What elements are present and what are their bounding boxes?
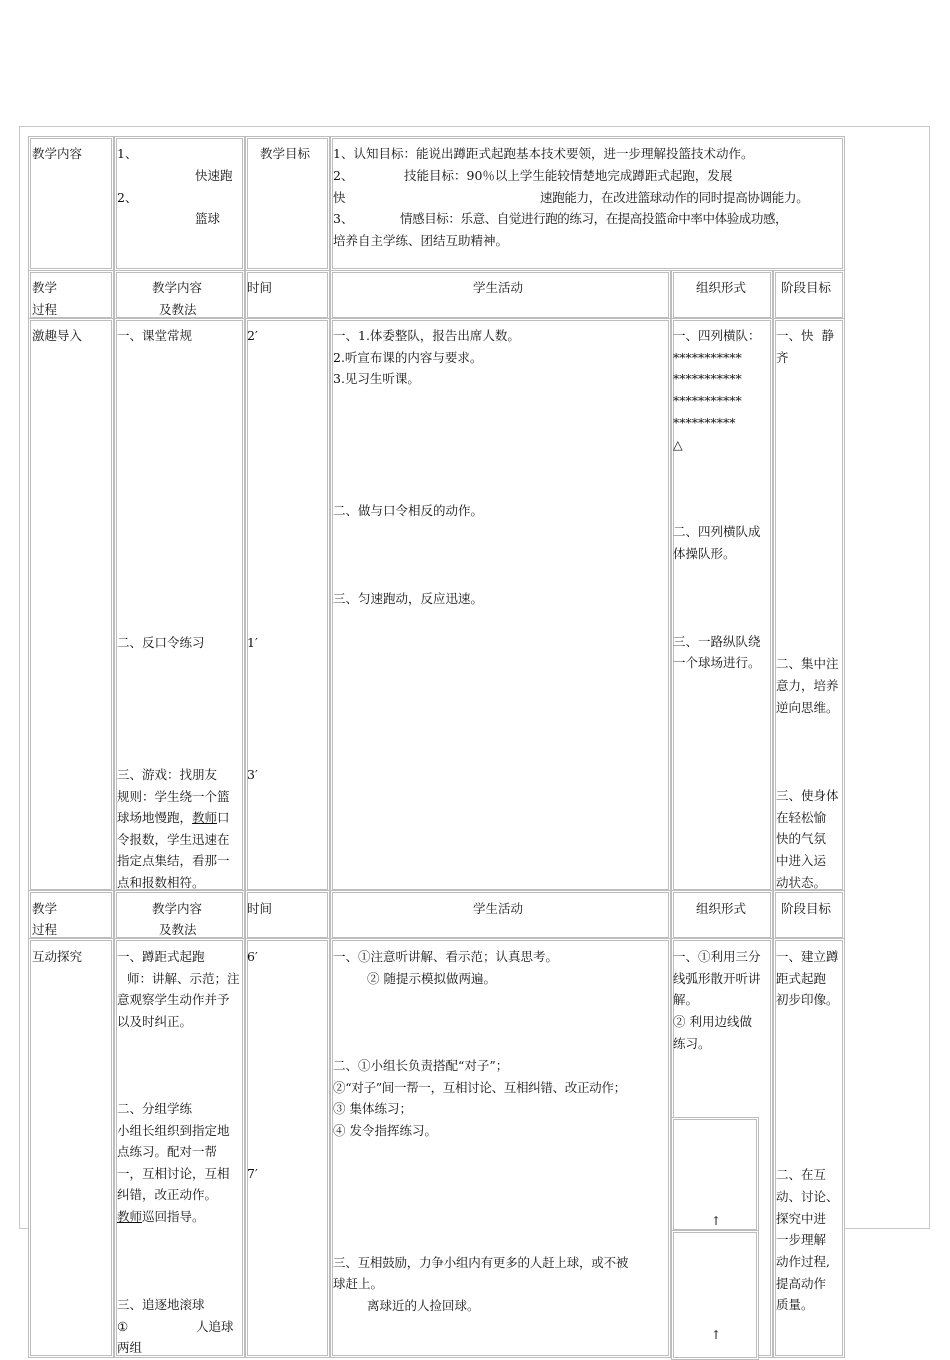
s2-activity-2-l2: ②“对子”间一帮一，互相讨论、互相纠错、改正动作； bbox=[333, 1080, 626, 1095]
goal-line-2-num: 2、 bbox=[333, 168, 354, 183]
s2-stage-2-l1: 二、在互 bbox=[776, 1167, 827, 1182]
s2-org-1-l1: 一、①利用三分 bbox=[673, 949, 761, 964]
s2-org-1-l5: 练习。 bbox=[673, 1036, 711, 1051]
s1-time-2: 1′ bbox=[247, 635, 258, 650]
s2-activity-3-l1: 三、互相鼓励，力争小组内有更多的人赶上球，或不被 bbox=[333, 1255, 629, 1270]
hdr2-method-l1: 教学内容 bbox=[152, 901, 203, 916]
s2-stage-2-l5: 动作过程, bbox=[776, 1254, 830, 1269]
hdr1-activity: 学生活动 bbox=[473, 280, 524, 295]
s1-stage-2-l2: 意力，培养 bbox=[776, 678, 839, 693]
s1-org-1-l4: *********** bbox=[673, 393, 742, 408]
s1-org-3-l1: 三、一路纵队绕 bbox=[673, 634, 761, 649]
s2-method-2-l6: 教师巡回指导。 bbox=[117, 1209, 205, 1224]
goal-line-4-num: 3、 bbox=[333, 211, 354, 226]
s1-org-1-l1: 一、四列横队： bbox=[673, 328, 761, 343]
s1-activity-1-l1: 一、1.体委整队，报告出席人数。 bbox=[333, 328, 520, 343]
s2-process-cell bbox=[28, 938, 114, 1358]
s2-org-1-l2: 线弧形散开听讲 bbox=[673, 971, 761, 986]
goal-line-2: 技能目标：90％以上学生能较情楚地完成蹲距式起跑，发展 bbox=[404, 168, 733, 183]
s1-org-2-l1: 二、四列横队成 bbox=[673, 524, 761, 539]
goal-label: 教学目标 bbox=[260, 146, 311, 161]
s1-method-3-l5: 指定点集结，看那一 bbox=[117, 853, 230, 868]
s2-stage-1-l3: 初步印像。 bbox=[776, 992, 839, 1007]
s2-org-1-l4: ② 利用边线做 bbox=[673, 1014, 752, 1029]
s1-stage-3-l2: 在轻松愉 bbox=[776, 810, 827, 825]
s1-method-3-l1: 三、游戏：找朋友 bbox=[117, 767, 218, 782]
s2-stage-2-l4: 一步理解 bbox=[776, 1232, 827, 1247]
s2-method-3-l3: 两组 bbox=[117, 1340, 143, 1355]
s2-stage-2-l6: 提高动作 bbox=[776, 1276, 827, 1291]
s2-stage-2-l3: 探究中进 bbox=[776, 1211, 827, 1226]
hdr1-time: 时间 bbox=[247, 280, 273, 295]
s1-stage-3-l5: 动状态。 bbox=[776, 875, 827, 890]
s2-org-arrow-2: ↑ bbox=[711, 1328, 722, 1342]
s2-stage-2-l7: 质量。 bbox=[776, 1297, 814, 1312]
s1-org-2-l2: 体操队形。 bbox=[673, 546, 736, 561]
s1-stage-2-l3: 逆向思维。 bbox=[776, 700, 839, 715]
s2-stage-2-l2: 动、讨论、 bbox=[776, 1189, 839, 1204]
s2-activity-3-l2: 球赶上。 bbox=[333, 1276, 384, 1291]
s1-method-3-l6: 点和报数相符。 bbox=[117, 875, 205, 890]
s1-method-3-l3: 球场地慢跑，教师口 bbox=[117, 810, 230, 825]
s2-activity-1-l1: 一、①注意听讲解、看示范；认真思考。 bbox=[333, 949, 559, 964]
s2-stage-1-l2: 距式起跑 bbox=[776, 971, 827, 986]
s2-method-2-l2: 小组长组织到指定地 bbox=[117, 1123, 230, 1138]
s1-method-3-l4: 令报数，学生迅速在 bbox=[117, 832, 230, 847]
content-item1-num: 1、 bbox=[117, 146, 138, 161]
s1-time-cell bbox=[245, 318, 330, 892]
goal-line-1: 1、认知目标：能说出蹲距式起跑基本技术要领，进一步理解投篮技术动作。 bbox=[333, 146, 754, 161]
s1-org-1-l3: *********** bbox=[673, 371, 742, 386]
hdr1-stage: 阶段目标 bbox=[781, 280, 832, 295]
goal-line-3a: 快 bbox=[333, 190, 346, 205]
s1-org-3-l2: 一个球场进行。 bbox=[673, 655, 761, 670]
s1-time-3: 3′ bbox=[247, 767, 258, 782]
content-label: 教学内容 bbox=[32, 146, 83, 161]
s2-time-cell bbox=[245, 938, 330, 1358]
content-item2-num: 2、 bbox=[117, 190, 138, 205]
teacher-link-2[interactable]: 教师 bbox=[117, 1209, 143, 1224]
hdr1-org: 组织形式 bbox=[696, 280, 747, 295]
goal-line-4: 情感目标：乐意、自觉进行跑的练习，在提高投篮命中率中体验成功感， bbox=[400, 211, 788, 226]
s1-stage-1-l1: 一、快 静 bbox=[776, 328, 834, 343]
s2-method-1-l4: 以及时纠正。 bbox=[117, 1014, 193, 1029]
hdr2-method-l2: 及教法 bbox=[159, 922, 197, 937]
s1-activity-2: 二、做与口令相反的动作。 bbox=[333, 503, 484, 518]
s2-time-2: 7′ bbox=[247, 1166, 258, 1181]
s1-stage-3-l4: 中进入运 bbox=[776, 853, 827, 868]
s1-org-1-l5: ********** bbox=[673, 415, 736, 430]
s2-stage-1-l1: 一、建立蹲 bbox=[776, 949, 839, 964]
s2-method-2-l3: 点练习。配对一帮 bbox=[117, 1144, 218, 1159]
s2-activity-1-l2: ② 随提示模拟做两遍。 bbox=[367, 971, 496, 986]
s1-stage-3-l1: 三、使身体 bbox=[776, 788, 839, 803]
s1-org-1-l2: *********** bbox=[673, 350, 742, 365]
s2-activity-3-l3: 离球近的人捡回球。 bbox=[367, 1298, 480, 1313]
hdr1-process-l1: 教学 bbox=[32, 280, 58, 295]
s1-stage-2-l1: 二、集中注 bbox=[776, 656, 839, 671]
hdr2-process-l1: 教学 bbox=[32, 901, 58, 916]
hdr1-method-l1: 教学内容 bbox=[152, 280, 203, 295]
s1-process-cell bbox=[28, 318, 114, 892]
s2-method-2-l5: 纠错，改正动作。 bbox=[117, 1187, 218, 1202]
content-item2: 篮球 bbox=[195, 211, 221, 226]
s2-method-1-l3: 意观察学生动作并予 bbox=[117, 992, 230, 1007]
s2-method-1-l2: 师：讲解、示范；注 bbox=[127, 971, 240, 986]
s1-name: 激趣导入 bbox=[32, 328, 83, 343]
content-item1: 快速跑 bbox=[195, 168, 233, 183]
s1-activity-1-l3: 3.见习生听课。 bbox=[333, 371, 420, 386]
s1-time-1: 2′ bbox=[247, 328, 258, 343]
s1-activity-3: 三、匀速跑动，反应迅速。 bbox=[333, 591, 484, 606]
hdr2-stage: 阶段目标 bbox=[781, 901, 832, 916]
s2-method-3-num: ① bbox=[117, 1319, 129, 1334]
s2-org-1-l3: 解。 bbox=[673, 992, 699, 1007]
hdr2-time: 时间 bbox=[247, 901, 273, 916]
hdr1-process-l2: 过程 bbox=[32, 302, 58, 317]
goal-line-3b: 速跑能力，在改进篮球动作的同时提高协调能力。 bbox=[540, 190, 809, 205]
hdr2-process-l2: 过程 bbox=[32, 922, 58, 937]
s2-method-3-l1: 三、追逐地滚球 bbox=[117, 1297, 205, 1312]
s1-stage-1-l2: 齐 bbox=[776, 350, 789, 365]
goal-line-5: 培养自主学练、团结互助精神。 bbox=[333, 233, 509, 248]
s1-activity-1-l2: 2.听宣布课的内容与要求。 bbox=[333, 350, 483, 365]
s1-method-3-l2: 规则：学生绕一个篮 bbox=[117, 789, 230, 804]
hdr2-org: 组织形式 bbox=[696, 901, 747, 916]
s2-time-1: 6′ bbox=[247, 949, 258, 964]
teacher-link[interactable]: 教师 bbox=[192, 810, 218, 825]
s2-activity-2-l4: ④ 发令指挥练习。 bbox=[333, 1123, 437, 1138]
s1-org-1-l6: △ bbox=[673, 437, 683, 452]
s2-method-3-l2: 人追球 bbox=[196, 1319, 234, 1334]
s2-org-arrow-1: ↑ bbox=[711, 1214, 722, 1228]
hdr2-activity: 学生活动 bbox=[473, 901, 524, 916]
s1-method-2: 二、反口令练习 bbox=[117, 635, 205, 650]
s2-method-2-l4: 一，互相讨论，互相 bbox=[117, 1166, 230, 1181]
s2-activity-2-l3: ③ 集体练习； bbox=[333, 1101, 412, 1116]
s1-method-1: 一、课堂常规 bbox=[117, 328, 193, 343]
hdr1-method-l2: 及教法 bbox=[159, 302, 197, 317]
s1-stage-3-l3: 快的气氛 bbox=[776, 831, 827, 846]
s2-method-1-l1: 一、蹲距式起跑 bbox=[117, 949, 205, 964]
s2-name: 互动探究 bbox=[32, 949, 83, 964]
s2-activity-2-l1: 二、①小组长负责搭配“对子”； bbox=[333, 1058, 509, 1073]
s2-method-2-l1: 二、分组学练 bbox=[117, 1101, 193, 1116]
